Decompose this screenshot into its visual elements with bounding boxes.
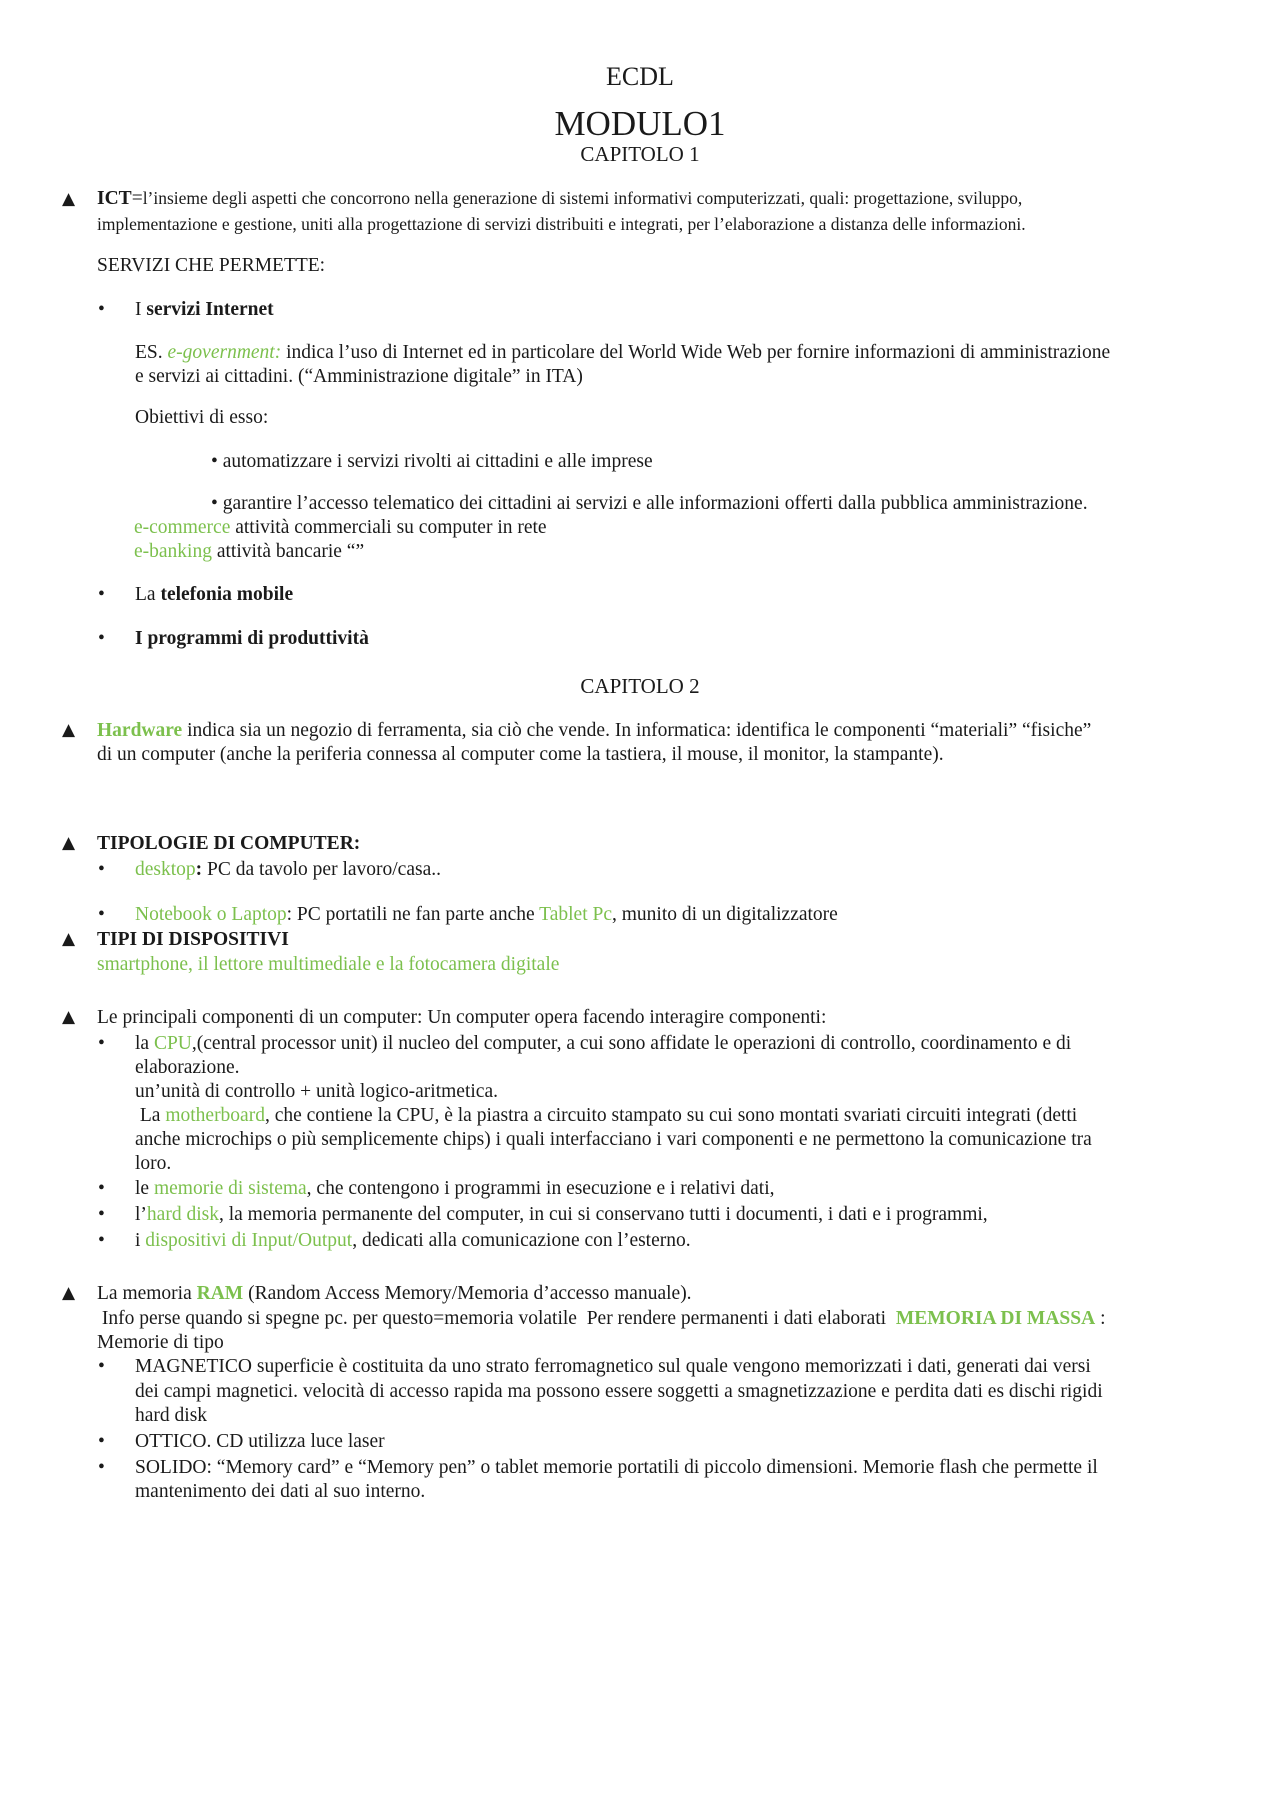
solid-line-2: mantenimento dei dati al suo interno. [135, 1481, 426, 1502]
ram-line-2 [97, 1309, 1105, 1329]
ebanking-line [134, 542, 364, 562]
mb-desc-1: , che contiene la CPU, è la piastra a circuito stampato su cui sono montati svariati circuiti integrati (detti [264, 1105, 1078, 1126]
mem-term: memorie di sistema [153, 1178, 307, 1199]
cpu-desc-1: ,(central processor unit) il nucleo del computer, a cui sono affidate le operazioni di controllo, coordinamento e di [191, 1033, 1072, 1054]
hd-term: hard disk [146, 1204, 219, 1225]
notebook-end: , munito di un digitalizzatore [612, 904, 838, 925]
egov-term: e-government: [167, 342, 282, 363]
cpu-term: CPU [153, 1033, 192, 1054]
objective-item-2: • garantire l’accesso telematico dei cittadini ai servizi e alle informazioni offerti dalla pubblica amministrazione. [211, 493, 1088, 514]
dot-bullet-icon: • [98, 1356, 105, 1377]
ram-line-2-end: : [1095, 1308, 1106, 1329]
solid-line-1: SOLIDO: “Memory card” e “Memory pen” o tablet memorie portatili di piccolo dimensioni. Memorie flash che permette il [135, 1457, 1098, 1478]
ecommerce-line [134, 518, 547, 538]
programmi-produttivita: I programmi di produttività [135, 628, 369, 649]
dot-bullet-icon: • [98, 859, 105, 880]
io-desc: , dedicati alla comunicazione con l’esterno. [352, 1230, 691, 1251]
magnetic-line-1: MAGNETICO superficie è costituita da uno strato ferromagnetico sul quale vengono memorizzati i dati, generati dai versi [135, 1356, 1091, 1377]
services-heading: SERVIZI CHE PERMETTE: [97, 255, 326, 276]
ict-desc-2: implementazione e gestione, uniti alla progettazione di servizi distribuiti e integrati, per l’elaborazione a distanza delle informazioni. [97, 214, 1026, 234]
document-title: ECDL [606, 62, 674, 91]
components-intro: Le principali componenti di un computer: Un computer opera facendo interagire componenti: [97, 1007, 827, 1028]
desktop-colon: : [195, 859, 203, 880]
dot-bullet-icon: • [98, 1204, 105, 1225]
mobile-prefix: La [135, 584, 161, 605]
mem-prefix: le [135, 1178, 154, 1199]
dot-bullet-icon: • [98, 1230, 105, 1251]
dot-bullet-icon: • [98, 299, 105, 320]
chapter-1-heading: CAPITOLO 1 [580, 142, 700, 166]
hard-disk-item [135, 1205, 988, 1225]
hd-prefix: l’ [135, 1204, 147, 1225]
hardware-line-2: di un computer (anche la periferia connessa al computer come la tastiera, il mouse, il monitor, la stampante). [97, 744, 944, 765]
ram-prefix: La memoria [97, 1283, 197, 1304]
ecommerce-desc: attività commerciali su computer in rete [230, 517, 547, 538]
services-internet-bold: servizi Internet [146, 299, 274, 320]
triangle-bullet-icon: ▲ [62, 720, 76, 740]
optical-item: OTTICO. CD utilizza luce laser [135, 1431, 385, 1452]
cpu-line-3: un’unità di controllo + unità logico-aritmetica. [135, 1081, 498, 1102]
dot-bullet-icon: • [98, 1178, 105, 1199]
dot-bullet-icon: • [98, 1431, 105, 1452]
desktop-desc: PC da tavolo per lavoro/casa.. [202, 859, 441, 880]
objectives-label: Obiettivi di esso: [135, 407, 269, 428]
objective-item-1: • automatizzare i servizi rivolti ai cittadini e alle imprese [211, 451, 653, 472]
ram-line-3: Memorie di tipo [97, 1332, 224, 1353]
hardware-line-1 [97, 721, 1091, 741]
es-prefix: ES. [135, 342, 168, 363]
egov-line-1 [135, 343, 1110, 363]
notebook-item [135, 905, 838, 925]
mobile-bold: telefonia mobile [160, 584, 294, 605]
io-term: dispositivi di Input/Output [145, 1230, 353, 1251]
hardware-term: Hardware [97, 720, 183, 741]
ram-desc: (Random Access Memory/Memoria d’accesso manuale). [243, 1283, 692, 1304]
mem-desc: , che contengono i programmi in esecuzione e i relativi dati, [306, 1178, 775, 1199]
ram-desc-2: Info perse quando si spegne pc. per questo=memoria volatile Per rendere permanenti i dati elaborati [97, 1308, 896, 1329]
ecommerce-term: e-commerce [134, 517, 231, 538]
triangle-bullet-icon: ▲ [62, 1007, 76, 1027]
system-memory-item [135, 1179, 775, 1199]
hardware-desc-1: indica sia un negozio di ferramenta, sia ciò che vende. In informatica: identifica le componenti “materiali” “fisiche” [182, 720, 1092, 741]
cpu-prefix: la [135, 1033, 154, 1054]
telefonia-mobile [135, 585, 293, 605]
egov-line-2: e servizi ai cittadini. (“Amministrazione digitale” in ITA) [135, 366, 583, 387]
mb-term: motherboard [165, 1105, 265, 1126]
notebook-desc: : PC portatili ne fan parte anche [286, 904, 540, 925]
motherboard-line-2: anche microchips o più semplicemente chips) i quali interfacciano i vari componenti e ne permettono la comunicazione tra [135, 1129, 1092, 1150]
mass-storage-term: MEMORIA DI MASSA [895, 1308, 1096, 1329]
module-title: MODULO1 [554, 104, 726, 143]
ict-desc-1: l’insieme degli aspetti che concorrono nella generazione di sistemi informativi computerizzati, quali: progettazione, sviluppo, [142, 188, 1023, 208]
egov-desc-1: indica l’uso di Internet ed in particolare del World Wide Web per fornire informazioni di amministrazione [281, 342, 1111, 363]
triangle-bullet-icon: ▲ [62, 833, 76, 853]
dot-bullet-icon: • [98, 628, 105, 649]
ram-line-1 [97, 1284, 692, 1304]
computer-types-heading: TIPOLOGIE DI COMPUTER: [97, 833, 361, 854]
device-types-heading: TIPI DI DISPOSITIVI [97, 929, 289, 950]
ict-equals: = [131, 188, 143, 209]
ict-term: ICT [97, 188, 132, 209]
services-internet [135, 300, 274, 320]
chapter-2-heading: CAPITOLO 2 [580, 674, 700, 698]
io-devices-item [135, 1231, 691, 1251]
ram-term: RAM [196, 1283, 244, 1304]
triangle-bullet-icon: ▲ [62, 929, 76, 949]
magnetic-line-2: dei campi magnetici. velocità di accesso rapida ma possono essere soggetti a smagnetizzazione e perdita dati es dischi rigidi [135, 1381, 1103, 1402]
desktop-item [135, 860, 441, 880]
triangle-bullet-icon: ▲ [62, 189, 76, 209]
ebanking-term: e-banking [134, 541, 212, 562]
cpu-line-1 [135, 1034, 1071, 1054]
desktop-term: desktop [135, 859, 196, 880]
dot-bullet-icon: • [98, 1033, 105, 1054]
motherboard-line-3: loro. [135, 1153, 172, 1174]
dot-bullet-icon: • [98, 1457, 105, 1478]
ict-definition-line [97, 189, 1022, 209]
hd-desc: , la memoria permanente del computer, in cui si conservano tutti i documenti, i dati e i programmi, [218, 1204, 988, 1225]
magnetic-line-3: hard disk [135, 1405, 208, 1426]
dot-bullet-icon: • [98, 904, 105, 925]
notebook-term: Notebook o Laptop [135, 904, 287, 925]
motherboard-line-1 [135, 1106, 1077, 1126]
dot-bullet-icon: • [98, 584, 105, 605]
device-types-list: smartphone, il lettore multimediale e la fotocamera digitale [97, 954, 560, 975]
mb-prefix: La [135, 1105, 166, 1126]
io-prefix: i [135, 1230, 146, 1251]
cpu-line-2: elaborazione. [135, 1057, 240, 1078]
tablet-term: Tablet Pc [539, 904, 612, 925]
triangle-bullet-icon: ▲ [62, 1283, 76, 1303]
ebanking-desc: attività bancarie “” [211, 541, 365, 562]
services-internet-prefix: I [135, 299, 147, 320]
